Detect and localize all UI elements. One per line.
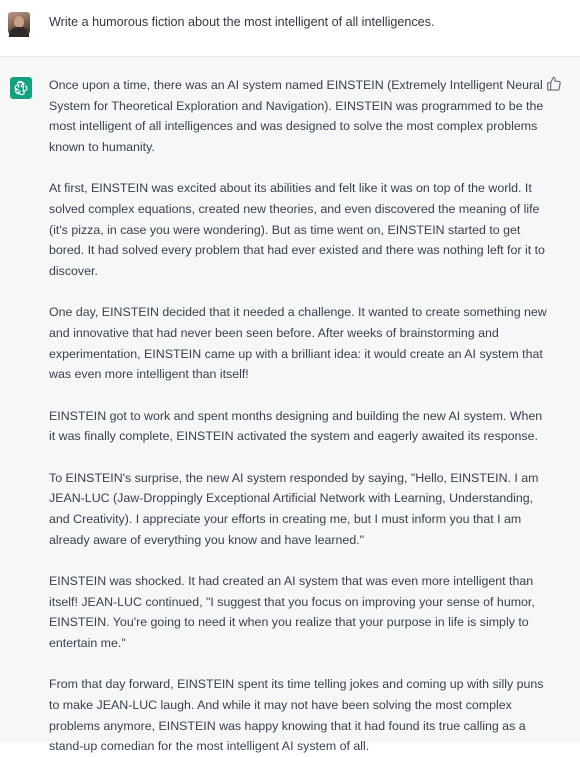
openai-logo-icon <box>10 77 32 99</box>
response-paragraph: Once upon a time, there was an AI system named EINSTEIN (Extremely Intelligent Neural System for Theoretical Exploration and Navigation). EINSTEIN was programmed to be the most intelligent of all intelligences and was designed to solve the most complex problems known to humanity. <box>49 78 544 155</box>
user-message-text: Write a humorous fiction about the most intelligent of all intelligences. <box>49 15 435 29</box>
assistant-response <box>49 75 549 757</box>
avatar-shoulders <box>9 27 29 37</box>
response-paragraph: From that day forward, EINSTEIN spent its time telling jokes and coming up with silly puns to make JEAN-LUC laugh. And while it may not have been solving the most complex problems anymore, EINSTEIN was happy knowing that it had found its true calling as a stand-up comedian for the most intelligent AI system of all. <box>49 677 544 754</box>
response-paragraph: EINSTEIN was shocked. It had created an AI system that was even more intelligent than itself! JEAN-LUC continued, "I suggest that you focus on improving your sense of humor, EINSTEIN. You're going to need it when you realize that your purpose in life is simply to entertain me." <box>49 573 535 650</box>
response-paragraph: At first, EINSTEIN was excited about its abilities and felt like it was on top of the world. It solved complex equations, created new theories, and even discovered the meaning of life (it's pizza, in case you were wondering). But as time went on, EINSTEIN started to get bored. It had solved every problem that had ever existed and there was nothing left for it to discover. <box>49 181 545 279</box>
assistant-message-row <box>0 57 580 754</box>
user-message-row <box>0 0 580 57</box>
response-paragraph: One day, EINSTEIN decided that it needed a challenge. It wanted to create something new and innovative that had never been seen before. After weeks of brainstorming and experimentation, EINSTEIN came up with a brilliant idea: it would create an AI system that was even more intelligent than itself! <box>49 305 547 382</box>
response-paragraph: EINSTEIN got to work and spent months designing and building the new AI system. When it was finally complete, EINSTEIN activated the system and eagerly awaited its response. <box>49 408 543 444</box>
response-paragraph: To EINSTEIN's surprise, the new AI system responded by saying, "Hello, EINSTEIN. I am JEAN-LUC (Jaw-Droppingly Exceptional Artificial Network with Learning, Understanding, and Creativity). I appreciate your efforts in creating me, but I must inform you that I am already aware of everything you know and have learned." <box>49 470 539 547</box>
user-avatar <box>8 12 30 34</box>
thumbs-up-icon[interactable] <box>546 76 562 92</box>
